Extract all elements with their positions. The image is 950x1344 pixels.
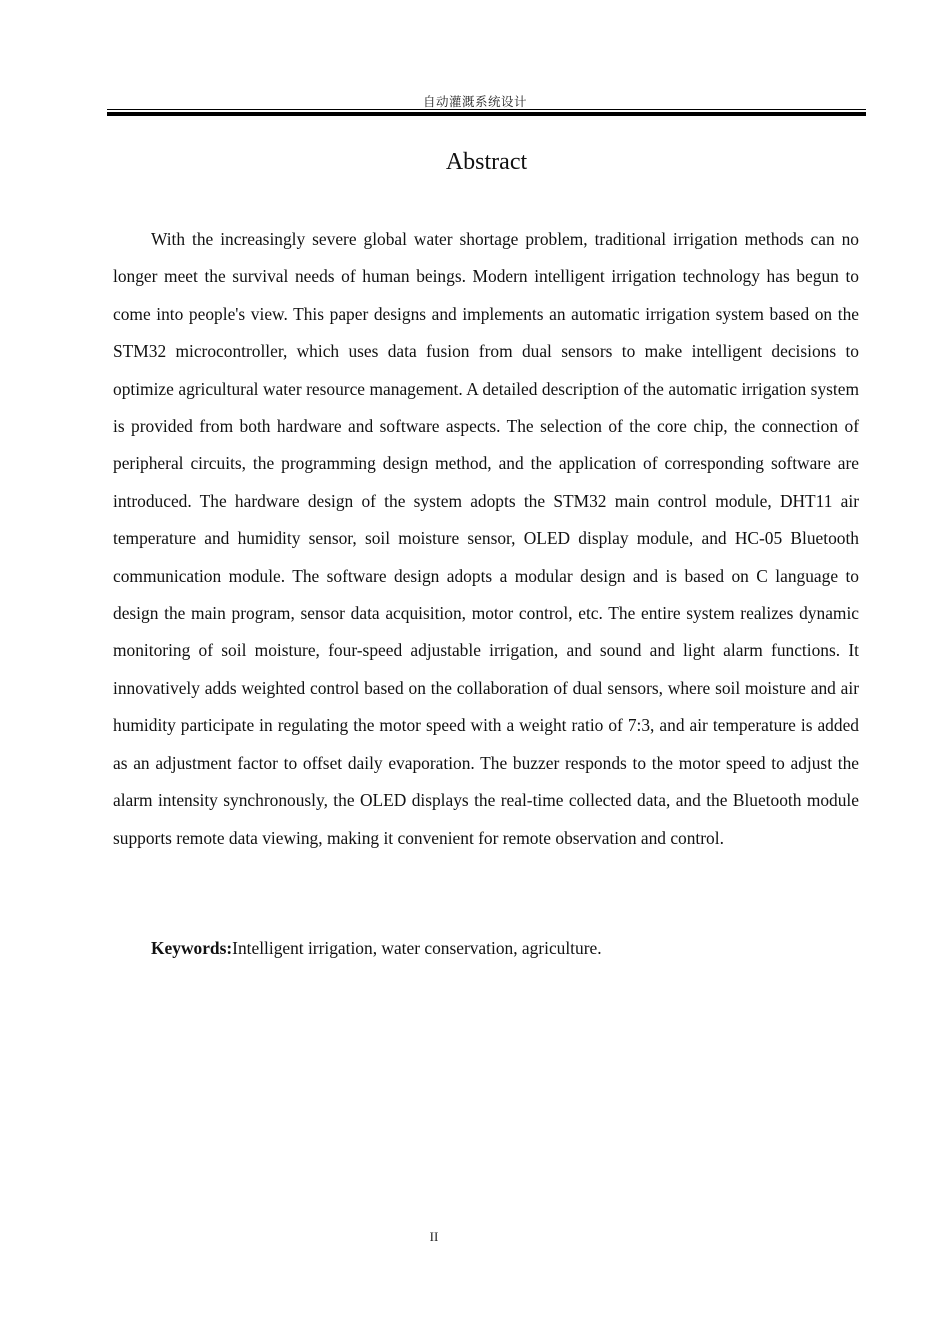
abstract-paragraph: With the increasingly severe global water shortage problem, traditional irrigation methods can no longer meet the survival needs of human beings. Modern intelligent irrigation technology has begun to come into people's view. This paper designs and implements an automatic irrigation system based on the STM32 microcontroller, which uses data fusion from dual sensors to make intelligent decisions to optimize agricultural water resource management. A detailed description of the automatic irrigation system is provided from both hardware and software aspects. The selection of the core chip, the connection of peripheral circuits, the programming design method, and the application of corresponding software are introduced. The hardware design of the system adopts the STM32 main control module, DHT11 air temperature and humidity sensor, soil moisture sensor, OLED display module, and HC-05 Bluetooth communication module. The software design adopts a modular design and is based on C language to design the main program, sensor data acquisition, motor control, etc. The entire system realizes dynamic monitoring of soil moisture, four-speed adjustable irrigation, and sound and light alarm functions. It innovatively adds weighted control based on the collaboration of dual sensors, where soil moisture and air humidity participate in regulating the motor speed with a weight ratio of 7:3, and air temperature is added as an adjustment factor to offset daily evaporation. The buzzer responds to the motor speed to adjust the alarm intensity synchronously, the OLED displays the real-time collected data, and the Bluetooth module supports remote data viewing, making it convenient for remote observation and control. (113, 229, 859, 848)
keywords-line (113, 930, 859, 966)
keywords-label: Keywords: (151, 938, 233, 958)
page-number: II (429, 1229, 439, 1244)
header-rule-thin (107, 109, 866, 110)
keywords-text: Intelligent irrigation, water conservation, agriculture. (232, 938, 602, 958)
running-header: 自动灌溉系统设计 (422, 94, 527, 109)
header-rule-thick (107, 112, 866, 116)
abstract-title: Abstract (445, 149, 528, 175)
